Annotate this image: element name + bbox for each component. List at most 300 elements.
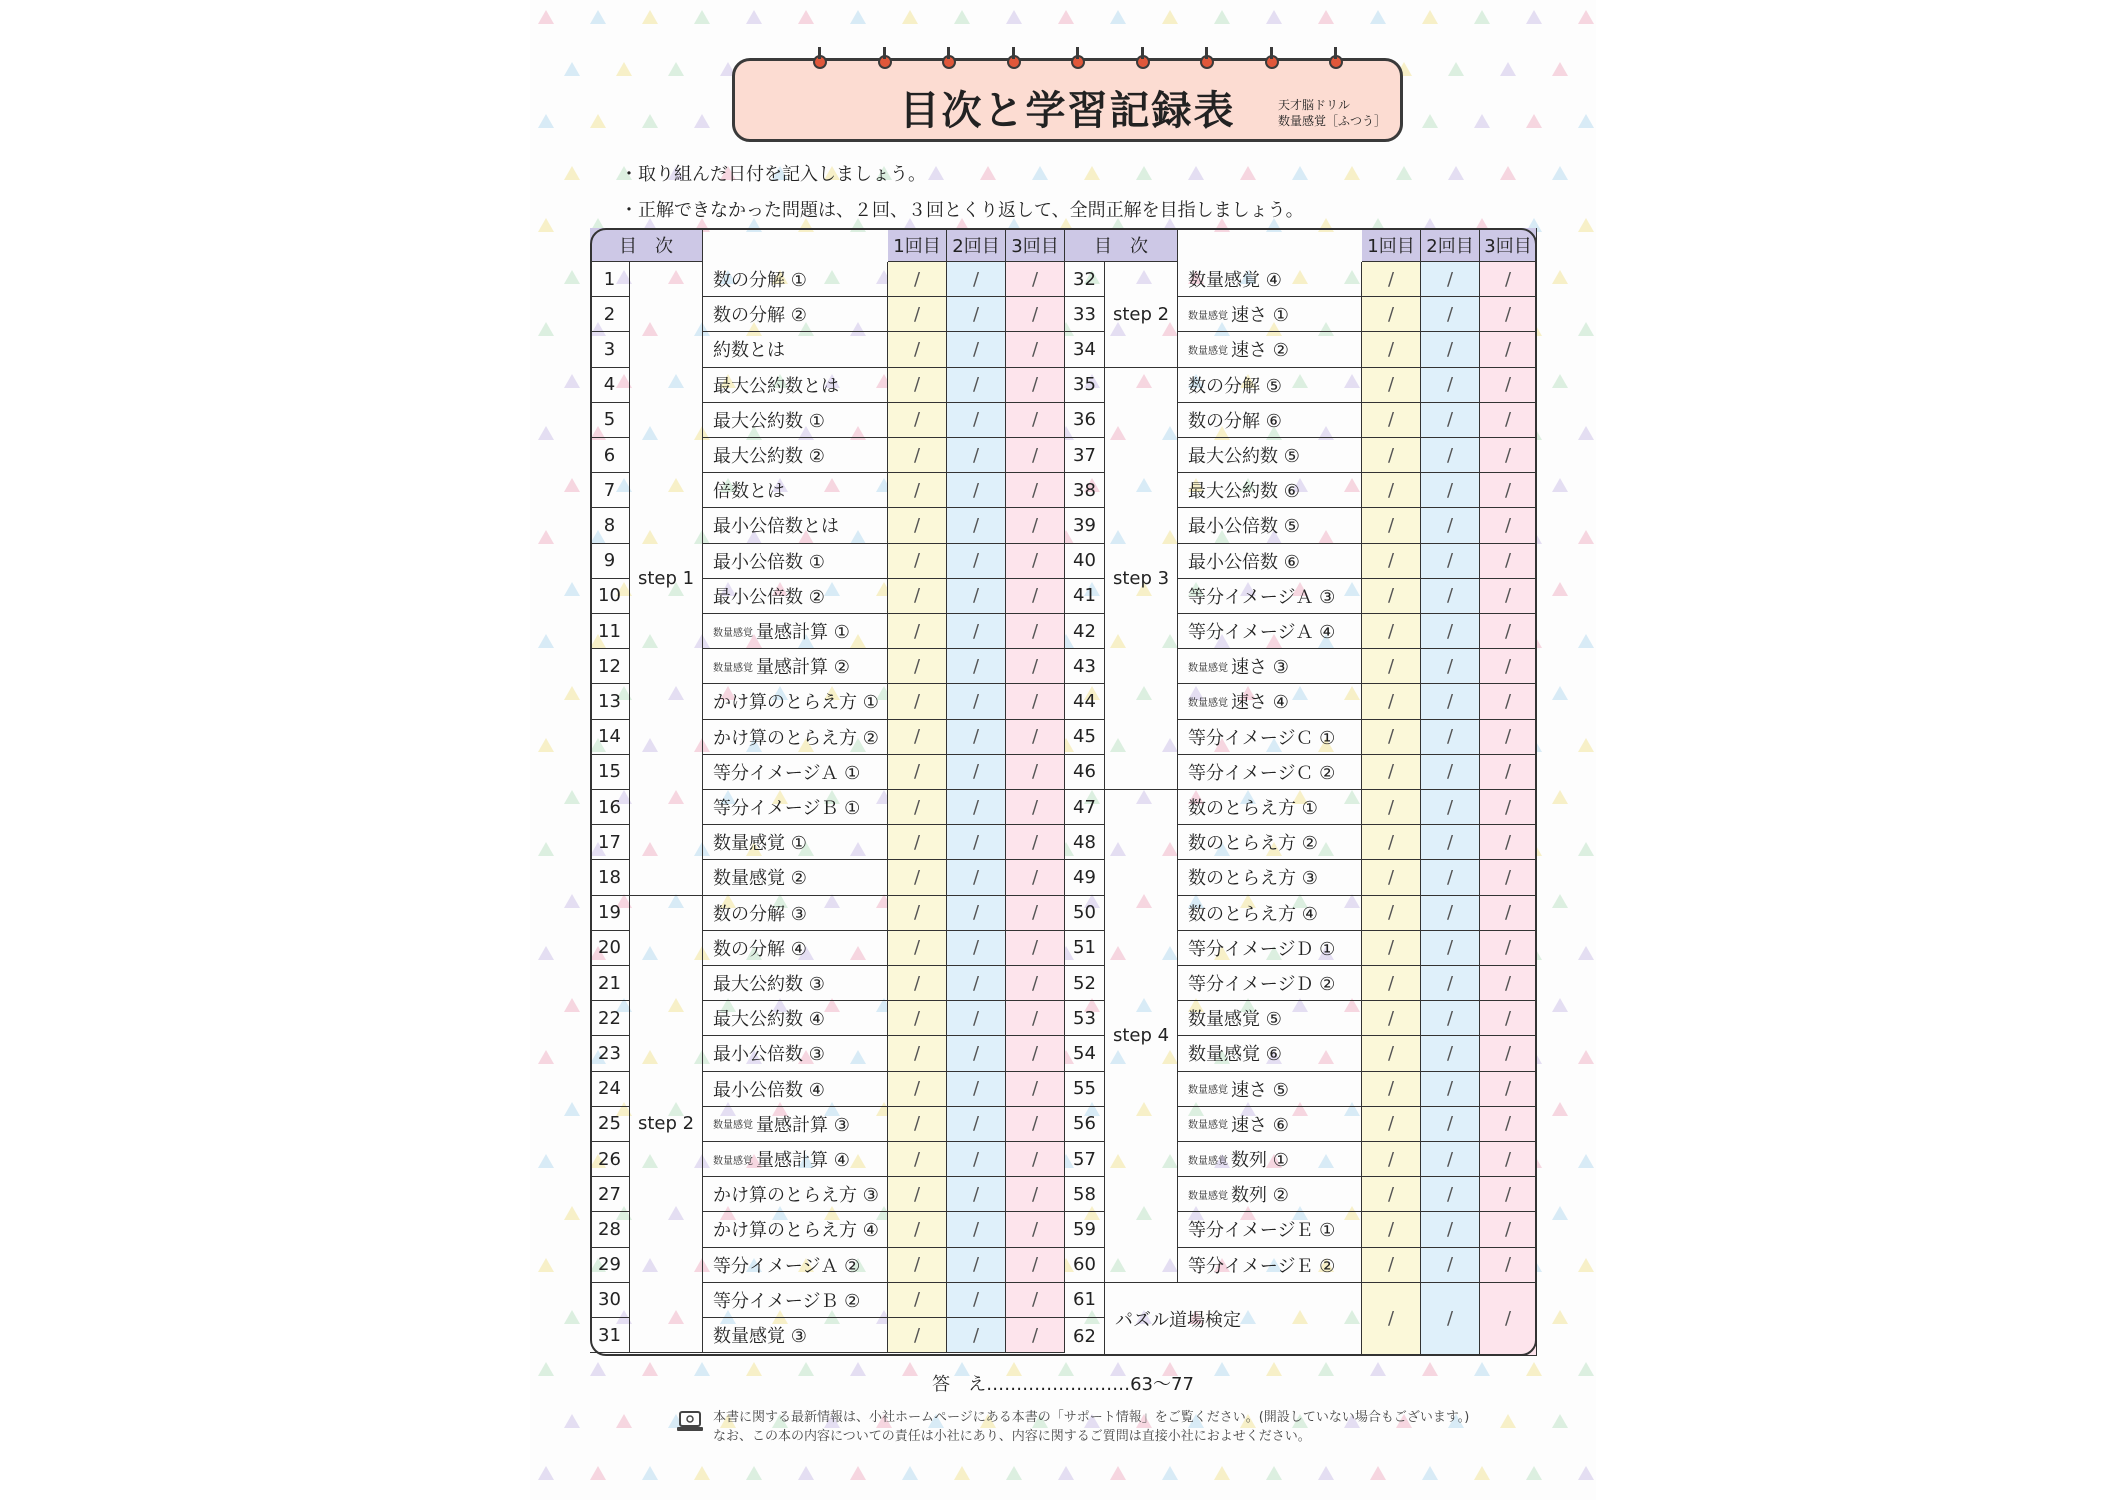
lesson-title: [1178, 966, 1362, 1001]
date-field-round1[interactable]: /: [1362, 931, 1421, 966]
date-field-round1[interactable]: /: [1362, 368, 1421, 403]
date-field-round3[interactable]: /: [1480, 614, 1537, 649]
bg-triangle: [1552, 478, 1568, 492]
date-field-round3[interactable]: /: [1480, 755, 1537, 790]
date-field-round2[interactable]: /: [1421, 720, 1480, 755]
date-field-round2[interactable]: /: [947, 473, 1006, 508]
date-field-round3[interactable]: /: [1480, 1036, 1537, 1071]
date-field-round2[interactable]: /: [1421, 403, 1480, 438]
date-field-round3[interactable]: /: [1006, 1107, 1065, 1142]
date-field-round1[interactable]: /: [888, 931, 947, 966]
lesson-title: [1178, 1142, 1362, 1177]
date-field-round3[interactable]: /: [1006, 1318, 1065, 1353]
lesson-name: 等分イメージＢ ②: [713, 1290, 861, 1312]
date-field-round1[interactable]: /: [1362, 649, 1421, 684]
date-field-round1[interactable]: /: [888, 403, 947, 438]
date-field-round3[interactable]: /: [1480, 790, 1537, 825]
date-field-round1[interactable]: /: [1362, 1142, 1421, 1177]
date-field-round1[interactable]: /: [1362, 1036, 1421, 1071]
date-field-round1[interactable]: /: [1362, 473, 1421, 508]
date-field-round1[interactable]: /: [1362, 1001, 1421, 1036]
category-label: 数量感覚: [1188, 1120, 1228, 1132]
row-number: 42: [1065, 614, 1105, 649]
bg-triangle: [850, 1466, 866, 1480]
lesson-name: 最小公倍数 ④: [713, 1079, 825, 1101]
date-field-round3[interactable]: /: [1006, 614, 1065, 649]
bg-triangle: [538, 634, 554, 648]
date-field-round2[interactable]: /: [947, 896, 1006, 931]
date-field-round2[interactable]: /: [1421, 790, 1480, 825]
lesson-title: [703, 755, 888, 790]
binder-ring: [1071, 55, 1085, 69]
row-number: 4: [590, 368, 630, 403]
date-field-round3[interactable]: /: [1480, 403, 1537, 438]
date-field-round2[interactable]: /: [947, 297, 1006, 332]
bg-triangle: [980, 166, 996, 180]
date-field-round2[interactable]: /: [947, 1283, 1006, 1318]
date-field-round2[interactable]: /: [1421, 649, 1480, 684]
date-field-round3[interactable]: /: [1006, 332, 1065, 367]
row-number: 57: [1065, 1142, 1105, 1177]
date-field-round2[interactable]: /: [947, 368, 1006, 403]
row-number: 8: [590, 508, 630, 543]
date-field-round2[interactable]: /: [1421, 614, 1480, 649]
date-field-round2[interactable]: /: [1421, 1001, 1480, 1036]
date-field-round3[interactable]: /: [1006, 825, 1065, 860]
bg-triangle: [1318, 10, 1334, 24]
date-field-round2[interactable]: /: [947, 860, 1006, 895]
lesson-name: 速さ ①: [1231, 305, 1289, 327]
date-field-round2[interactable]: /: [1421, 1283, 1480, 1356]
date-field-round2[interactable]: /: [947, 825, 1006, 860]
date-field-round2[interactable]: /: [947, 720, 1006, 755]
row-number: 18: [590, 860, 630, 895]
date-field-round2[interactable]: /: [947, 1318, 1006, 1353]
date-field-round2[interactable]: /: [947, 649, 1006, 684]
date-field-round3[interactable]: /: [1480, 438, 1537, 473]
bg-triangle: [694, 1466, 710, 1480]
bg-triangle: [1552, 1102, 1568, 1116]
bg-triangle: [1448, 62, 1464, 76]
lesson-name: 数のとらえ方 ③: [1188, 868, 1318, 890]
date-field-round2[interactable]: /: [947, 262, 1006, 297]
date-field-round1[interactable]: /: [888, 297, 947, 332]
date-field-round1[interactable]: /: [1362, 1177, 1421, 1212]
date-field-round1[interactable]: /: [888, 790, 947, 825]
bg-triangle: [1084, 166, 1100, 180]
date-field-round1[interactable]: /: [888, 614, 947, 649]
bg-triangle: [1552, 894, 1568, 908]
bg-triangle: [538, 114, 554, 128]
lesson-title: [703, 1001, 888, 1036]
date-field-round2[interactable]: /: [947, 438, 1006, 473]
date-field-round1[interactable]: /: [888, 966, 947, 1001]
date-field-round1[interactable]: /: [888, 860, 947, 895]
date-field-round3[interactable]: /: [1480, 1001, 1537, 1036]
lesson-name: 最小公倍数 ①: [713, 551, 825, 573]
date-field-round1[interactable]: /: [1362, 896, 1421, 931]
lesson-title: [703, 368, 888, 403]
date-field-round1[interactable]: /: [888, 755, 947, 790]
date-field-round2[interactable]: /: [1421, 1036, 1480, 1071]
lesson-title: [1178, 1177, 1362, 1212]
bg-triangle: [1058, 1466, 1074, 1480]
date-field-round1[interactable]: /: [888, 684, 947, 719]
date-field-round2[interactable]: /: [947, 332, 1006, 367]
lesson-title: [1178, 403, 1362, 438]
bg-triangle: [1552, 62, 1568, 76]
lesson-name: 最大公約数 ④: [713, 1009, 825, 1031]
bg-triangle: [1500, 166, 1516, 180]
row-number: 17: [590, 825, 630, 860]
date-field-round2[interactable]: /: [1421, 825, 1480, 860]
lesson-name: 量感計算 ③: [756, 1114, 850, 1136]
bg-triangle: [1526, 1466, 1542, 1480]
date-field-round3[interactable]: /: [1480, 368, 1537, 403]
bg-triangle: [538, 426, 554, 440]
date-field-round1[interactable]: /: [1362, 262, 1421, 297]
bg-triangle: [1578, 322, 1594, 336]
row-number: 2: [590, 297, 630, 332]
bg-triangle: [1422, 10, 1438, 24]
date-field-round3[interactable]: /: [1480, 579, 1537, 614]
date-field-round3[interactable]: /: [1006, 1036, 1065, 1071]
date-field-round2[interactable]: /: [1421, 1072, 1480, 1107]
lesson-name: 最小公倍数 ③: [713, 1044, 825, 1066]
binder-ring: [1136, 55, 1150, 69]
date-field-round2[interactable]: /: [947, 403, 1006, 438]
bg-triangle: [564, 1414, 580, 1428]
row-number: 6: [590, 438, 630, 473]
date-field-round2[interactable]: /: [947, 790, 1006, 825]
date-field-round2[interactable]: /: [1421, 1248, 1480, 1283]
date-field-round1[interactable]: /: [888, 579, 947, 614]
date-field-round1[interactable]: /: [888, 825, 947, 860]
bg-triangle: [1578, 114, 1594, 128]
toc-record-table: [590, 228, 1537, 1356]
lesson-title: [703, 1248, 888, 1283]
date-field-round1[interactable]: /: [1362, 332, 1421, 367]
date-field-round2[interactable]: /: [1421, 544, 1480, 579]
date-field-round3[interactable]: /: [1006, 860, 1065, 895]
bg-triangle: [616, 62, 632, 76]
row-number: 41: [1065, 579, 1105, 614]
date-field-round3[interactable]: /: [1480, 1283, 1537, 1356]
lesson-title: [1178, 825, 1362, 860]
lesson-name: 数量感覚 ①: [713, 833, 807, 855]
date-field-round1[interactable]: /: [1362, 1212, 1421, 1247]
lesson-name: 数の分解 ④: [713, 938, 807, 960]
date-field-round3[interactable]: /: [1006, 966, 1065, 1001]
date-field-round2[interactable]: /: [947, 1001, 1006, 1036]
binder-ring: [813, 55, 827, 69]
category-label: 数量感覚: [1188, 1155, 1228, 1167]
bg-triangle: [928, 166, 944, 180]
lesson-name: 等分イメージＣ ②: [1188, 762, 1336, 784]
left-header-round2: 2回目: [947, 228, 1006, 262]
book-name: 数量感覚［ふつう］: [1277, 114, 1386, 128]
date-field-round2[interactable]: /: [1421, 896, 1480, 931]
date-field-round2[interactable]: /: [947, 1072, 1006, 1107]
date-field-round3[interactable]: /: [1480, 825, 1537, 860]
date-field-round2[interactable]: /: [947, 1107, 1006, 1142]
date-field-round2[interactable]: /: [1421, 473, 1480, 508]
lesson-title: [1178, 860, 1362, 895]
date-field-round3[interactable]: /: [1480, 544, 1537, 579]
date-field-round1[interactable]: /: [1362, 508, 1421, 543]
lesson-name: 等分イメージＡ ①: [713, 762, 861, 784]
footer-line-2: なお、この本の内容についての責任は小社にあり、内容に関するご質問は直接小社におよせください。: [713, 1429, 1311, 1444]
bg-triangle: [1240, 166, 1256, 180]
lesson-name: 最大公約数 ⑤: [1188, 446, 1300, 468]
date-field-round3[interactable]: /: [1006, 262, 1065, 297]
date-field-round1[interactable]: /: [1362, 438, 1421, 473]
date-field-round1[interactable]: /: [888, 1248, 947, 1283]
date-field-round2[interactable]: /: [947, 755, 1006, 790]
lesson-title: [703, 297, 888, 332]
date-field-round2[interactable]: /: [947, 1036, 1006, 1071]
bg-triangle: [1578, 218, 1594, 232]
date-field-round2[interactable]: /: [1421, 438, 1480, 473]
date-field-round1[interactable]: /: [888, 1036, 947, 1071]
date-field-round2[interactable]: /: [1421, 332, 1480, 367]
date-field-round1[interactable]: /: [888, 1001, 947, 1036]
step-label: step 4: [1105, 790, 1178, 1283]
date-field-round3[interactable]: /: [1480, 896, 1537, 931]
bg-triangle: [538, 946, 554, 960]
date-field-round1[interactable]: /: [888, 1177, 947, 1212]
lesson-title: [703, 931, 888, 966]
date-field-round3[interactable]: /: [1480, 1212, 1537, 1247]
date-field-round1[interactable]: /: [1362, 579, 1421, 614]
date-field-round3[interactable]: /: [1480, 1107, 1537, 1142]
date-field-round3[interactable]: /: [1006, 473, 1065, 508]
date-field-round3[interactable]: /: [1480, 684, 1537, 719]
date-field-round2[interactable]: /: [1421, 579, 1480, 614]
date-field-round3[interactable]: /: [1480, 860, 1537, 895]
instruction-2: ・正解できなかった問題は、２回、３回とくり返して、全問正解を目指しましょう。: [620, 200, 1304, 221]
lesson-name: 数量感覚 ④: [1188, 270, 1282, 292]
date-field-round3[interactable]: /: [1006, 1177, 1065, 1212]
date-field-round1[interactable]: /: [1362, 1248, 1421, 1283]
date-field-round3[interactable]: /: [1006, 1001, 1065, 1036]
date-field-round3[interactable]: /: [1006, 508, 1065, 543]
date-field-round2[interactable]: /: [1421, 966, 1480, 1001]
date-field-round3[interactable]: /: [1006, 1212, 1065, 1247]
date-field-round1[interactable]: /: [1362, 755, 1421, 790]
date-field-round1[interactable]: /: [1362, 825, 1421, 860]
date-field-round2[interactable]: /: [1421, 931, 1480, 966]
category-label: 数量感覚: [1188, 1190, 1228, 1202]
date-field-round1[interactable]: /: [888, 1283, 947, 1318]
lesson-name: 約数とは: [713, 340, 785, 362]
date-field-round1[interactable]: /: [888, 1072, 947, 1107]
lesson-title: [703, 1036, 888, 1071]
date-field-round3[interactable]: /: [1006, 1142, 1065, 1177]
lesson-title: [703, 544, 888, 579]
date-field-round3[interactable]: /: [1480, 508, 1537, 543]
date-field-round2[interactable]: /: [1421, 860, 1480, 895]
lesson-title: [1178, 544, 1362, 579]
row-number: 37: [1065, 438, 1105, 473]
date-field-round2[interactable]: /: [947, 1177, 1006, 1212]
date-field-round3[interactable]: /: [1006, 579, 1065, 614]
date-field-round3[interactable]: /: [1480, 332, 1537, 367]
date-field-round1[interactable]: /: [1362, 614, 1421, 649]
step-label: step 2: [1105, 262, 1178, 368]
date-field-round1[interactable]: /: [1362, 403, 1421, 438]
lesson-name: 数量感覚 ②: [713, 868, 807, 890]
bg-triangle: [1266, 1466, 1282, 1480]
date-field-round2[interactable]: /: [947, 579, 1006, 614]
date-field-round3[interactable]: /: [1006, 931, 1065, 966]
date-field-round3[interactable]: /: [1006, 720, 1065, 755]
date-field-round1[interactable]: /: [888, 473, 947, 508]
date-field-round3[interactable]: /: [1480, 1177, 1537, 1212]
lesson-title: [703, 262, 888, 297]
date-field-round3[interactable]: /: [1006, 1248, 1065, 1283]
date-field-round3[interactable]: /: [1480, 931, 1537, 966]
date-field-round2[interactable]: /: [1421, 297, 1480, 332]
date-field-round1[interactable]: /: [1362, 1107, 1421, 1142]
date-field-round3[interactable]: /: [1480, 966, 1537, 1001]
bg-triangle: [564, 270, 580, 284]
lesson-title: [703, 1107, 888, 1142]
row-number: 43: [1065, 649, 1105, 684]
row-number: 30: [590, 1283, 630, 1318]
bg-triangle: [1578, 1154, 1594, 1168]
date-field-round2[interactable]: /: [1421, 262, 1480, 297]
lesson-title: [703, 1142, 888, 1177]
row-number: 11: [590, 614, 630, 649]
date-field-round2[interactable]: /: [947, 544, 1006, 579]
bg-triangle: [1500, 1414, 1516, 1428]
date-field-round3[interactable]: /: [1006, 1072, 1065, 1107]
date-field-round2[interactable]: /: [1421, 508, 1480, 543]
date-field-round1[interactable]: /: [888, 1107, 947, 1142]
lesson-name: 最大公約数 ③: [713, 974, 825, 996]
date-field-round1[interactable]: /: [1362, 1283, 1421, 1356]
date-field-round1[interactable]: /: [1362, 860, 1421, 895]
date-field-round3[interactable]: /: [1480, 297, 1537, 332]
bg-triangle: [564, 894, 580, 908]
date-field-round3[interactable]: /: [1480, 720, 1537, 755]
date-field-round1[interactable]: /: [888, 508, 947, 543]
date-field-round1[interactable]: /: [1362, 966, 1421, 1001]
lesson-title: [703, 1283, 888, 1318]
date-field-round1[interactable]: /: [888, 720, 947, 755]
date-field-round1[interactable]: /: [888, 368, 947, 403]
date-field-round1[interactable]: /: [888, 332, 947, 367]
date-field-round2[interactable]: /: [947, 966, 1006, 1001]
lesson-name: 速さ ⑥: [1231, 1114, 1289, 1136]
bg-triangle: [1578, 426, 1594, 440]
lesson-name: 等分イメージＤ ②: [1188, 974, 1336, 996]
date-field-round2[interactable]: /: [1421, 368, 1480, 403]
date-field-round2[interactable]: /: [947, 614, 1006, 649]
row-number: 45: [1065, 720, 1105, 755]
bg-triangle: [1552, 374, 1568, 388]
row-number: 38: [1065, 473, 1105, 508]
bg-triangle: [694, 114, 710, 128]
binder-ring: [1265, 55, 1279, 69]
bg-triangle: [1422, 114, 1438, 128]
date-field-round1[interactable]: /: [1362, 1072, 1421, 1107]
date-field-round3[interactable]: /: [1006, 755, 1065, 790]
date-field-round1[interactable]: /: [1362, 684, 1421, 719]
lesson-name: 最大公約数 ⑥: [1188, 481, 1300, 503]
date-field-round1[interactable]: /: [888, 1212, 947, 1247]
date-field-round3[interactable]: /: [1480, 1072, 1537, 1107]
laptop-icon: [676, 1410, 704, 1434]
date-field-round1[interactable]: /: [888, 649, 947, 684]
lesson-title: [703, 438, 888, 473]
date-field-round2[interactable]: /: [1421, 1142, 1480, 1177]
lesson-title: [703, 1177, 888, 1212]
date-field-round1[interactable]: /: [1362, 544, 1421, 579]
lesson-name: 数のとらえ方 ①: [1188, 798, 1318, 820]
date-field-round1[interactable]: /: [1362, 297, 1421, 332]
bg-triangle: [538, 1466, 554, 1480]
date-field-round2[interactable]: /: [1421, 1212, 1480, 1247]
date-field-round2[interactable]: /: [947, 684, 1006, 719]
lesson-title: [703, 508, 888, 543]
date-field-round2[interactable]: /: [1421, 684, 1480, 719]
date-field-round2[interactable]: /: [947, 1212, 1006, 1247]
date-field-round1[interactable]: /: [888, 262, 947, 297]
bg-triangle: [1578, 1258, 1594, 1272]
date-field-round2[interactable]: /: [947, 1142, 1006, 1177]
date-field-round3[interactable]: /: [1006, 438, 1065, 473]
date-field-round3[interactable]: /: [1006, 649, 1065, 684]
date-field-round3[interactable]: /: [1006, 544, 1065, 579]
lesson-name: 速さ ②: [1231, 340, 1289, 362]
row-number: 7: [590, 473, 630, 508]
bg-triangle: [1578, 530, 1594, 544]
date-field-round1[interactable]: /: [888, 438, 947, 473]
date-field-round2[interactable]: /: [947, 1248, 1006, 1283]
date-field-round3[interactable]: /: [1006, 790, 1065, 825]
date-field-round2[interactable]: /: [947, 931, 1006, 966]
date-field-round2[interactable]: /: [1421, 1177, 1480, 1212]
date-field-round1[interactable]: /: [1362, 790, 1421, 825]
bg-triangle: [746, 1466, 762, 1480]
date-field-round3[interactable]: /: [1480, 1142, 1537, 1177]
date-field-round3[interactable]: /: [1006, 896, 1065, 931]
date-field-round1[interactable]: /: [888, 1318, 947, 1353]
date-field-round3[interactable]: /: [1480, 262, 1537, 297]
date-field-round3[interactable]: /: [1480, 1248, 1537, 1283]
lesson-name: かけ算のとらえ方 ④: [713, 1220, 879, 1242]
date-field-round3[interactable]: /: [1480, 649, 1537, 684]
date-field-round1[interactable]: /: [888, 1142, 947, 1177]
date-field-round1[interactable]: /: [1362, 720, 1421, 755]
date-field-round3[interactable]: /: [1006, 368, 1065, 403]
bg-triangle: [1058, 10, 1074, 24]
bg-triangle: [616, 1414, 632, 1428]
date-field-round2[interactable]: /: [1421, 755, 1480, 790]
date-field-round2[interactable]: /: [1421, 1107, 1480, 1142]
date-field-round3[interactable]: /: [1006, 684, 1065, 719]
date-field-round1[interactable]: /: [888, 896, 947, 931]
date-field-round3[interactable]: /: [1006, 1283, 1065, 1318]
date-field-round3[interactable]: /: [1480, 473, 1537, 508]
date-field-round3[interactable]: /: [1006, 297, 1065, 332]
binder-ring: [1007, 55, 1021, 69]
date-field-round1[interactable]: /: [888, 544, 947, 579]
date-field-round2[interactable]: /: [947, 508, 1006, 543]
date-field-round3[interactable]: /: [1006, 403, 1065, 438]
